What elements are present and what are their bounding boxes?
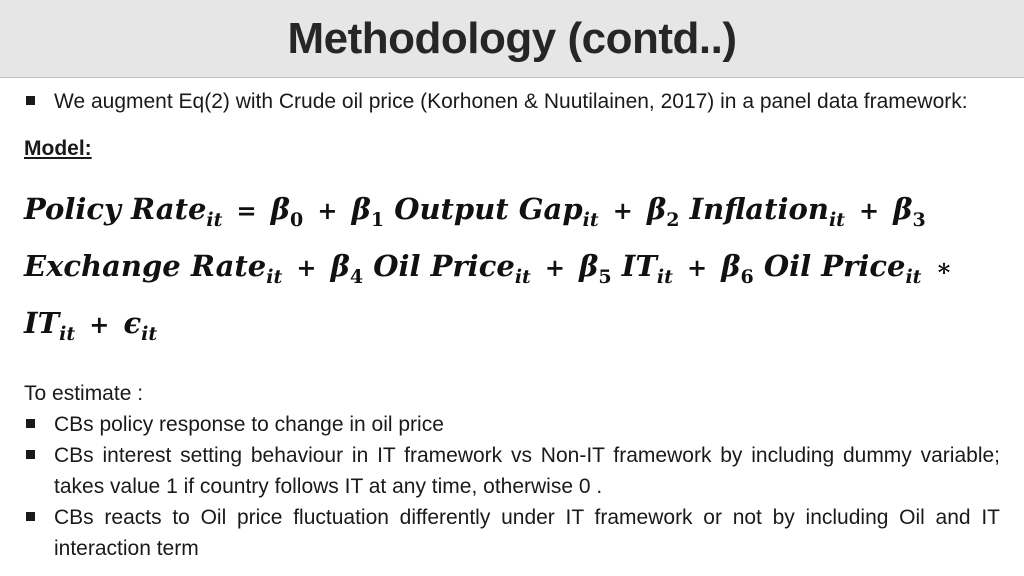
eq-sub: it [656,265,673,288]
eq-beta: β [351,192,371,226]
title-bar [0,0,1024,78]
eq-sub: it [905,265,922,288]
eq-beta-sub: 2 [666,208,680,231]
slide-title: Methodology (contd..) [287,14,737,63]
square-bullet-icon [26,96,35,105]
eq-equals: = [236,196,257,225]
estimate-bullet-text: CBs policy response to change in oil price [54,413,444,437]
eq-plus: + [859,196,880,225]
eq-beta-sub: 5 [598,265,612,288]
eq-beta-sub: 3 [912,208,926,231]
eq-sub: it [828,208,845,231]
eq-beta: β [330,248,350,283]
square-bullet-icon [26,450,35,459]
eq-beta-sub: 6 [740,265,754,288]
eq-plus: + [612,196,633,225]
eq-policy-rate: Policy Rate [24,192,207,226]
eq-plus: + [544,252,566,282]
eq-plus: + [89,309,110,339]
slide-content [24,86,1000,564]
eq-plus: + [317,196,338,225]
eq-oil-price: Oil Price [763,248,906,283]
eq-beta: β [579,248,599,283]
eq-it: IT [24,305,60,340]
model-equation [24,186,1000,356]
eq-plus: + [296,252,317,282]
eq-sub: it [59,322,76,345]
eq-sub: it [206,208,223,231]
eq-times: ∗ [935,252,953,282]
eq-sub: it [141,322,158,345]
intro-bullet [24,86,1000,117]
eq-exchange: Exchange [24,248,181,283]
estimate-bullet [24,502,1000,564]
eq-oil-price: Oil Price [373,248,515,283]
eq-sub: it [266,265,283,288]
estimate-label: To estimate : [24,382,144,406]
eq-plus: + [687,252,708,282]
estimate-bullet [24,440,1000,502]
eq-beta: β [270,192,291,226]
eq-beta: β [893,192,913,226]
eq-beta: β [646,192,667,226]
eq-beta-sub: 4 [349,265,364,288]
estimate-bullet [24,409,1000,440]
estimate-bullet-text: CBs reacts to Oil price fluctuation differently under IT framework or not by including Oil and IT interaction term [54,506,1000,561]
model-label: Model: [24,137,92,160]
eq-output-gap: Output Gap [394,192,583,226]
square-bullet-icon [26,512,35,521]
eq-inflation: Inflation [689,192,829,226]
eq-sub: it [514,265,531,288]
eq-beta-sub: 1 [370,208,385,231]
estimate-bullet-text: CBs interest setting behaviour in IT framework vs Non-IT framework by including dummy variable; takes value 1 if country follows IT at any time, otherwise 0 . [54,444,1000,499]
intro-bullet-text: We augment Eq(2) with Crude oil price (Korhonen & Nuutilainen, 2017) in a panel data framework: [54,90,968,113]
eq-beta-sub: 0 [290,208,304,231]
eq-epsilon: ϵ [123,305,142,340]
square-bullet-icon [26,419,35,428]
eq-sub: it [582,208,599,231]
eq-it: IT [621,248,657,283]
eq-beta: β [721,248,741,283]
eq-rate: Rate [190,248,267,283]
